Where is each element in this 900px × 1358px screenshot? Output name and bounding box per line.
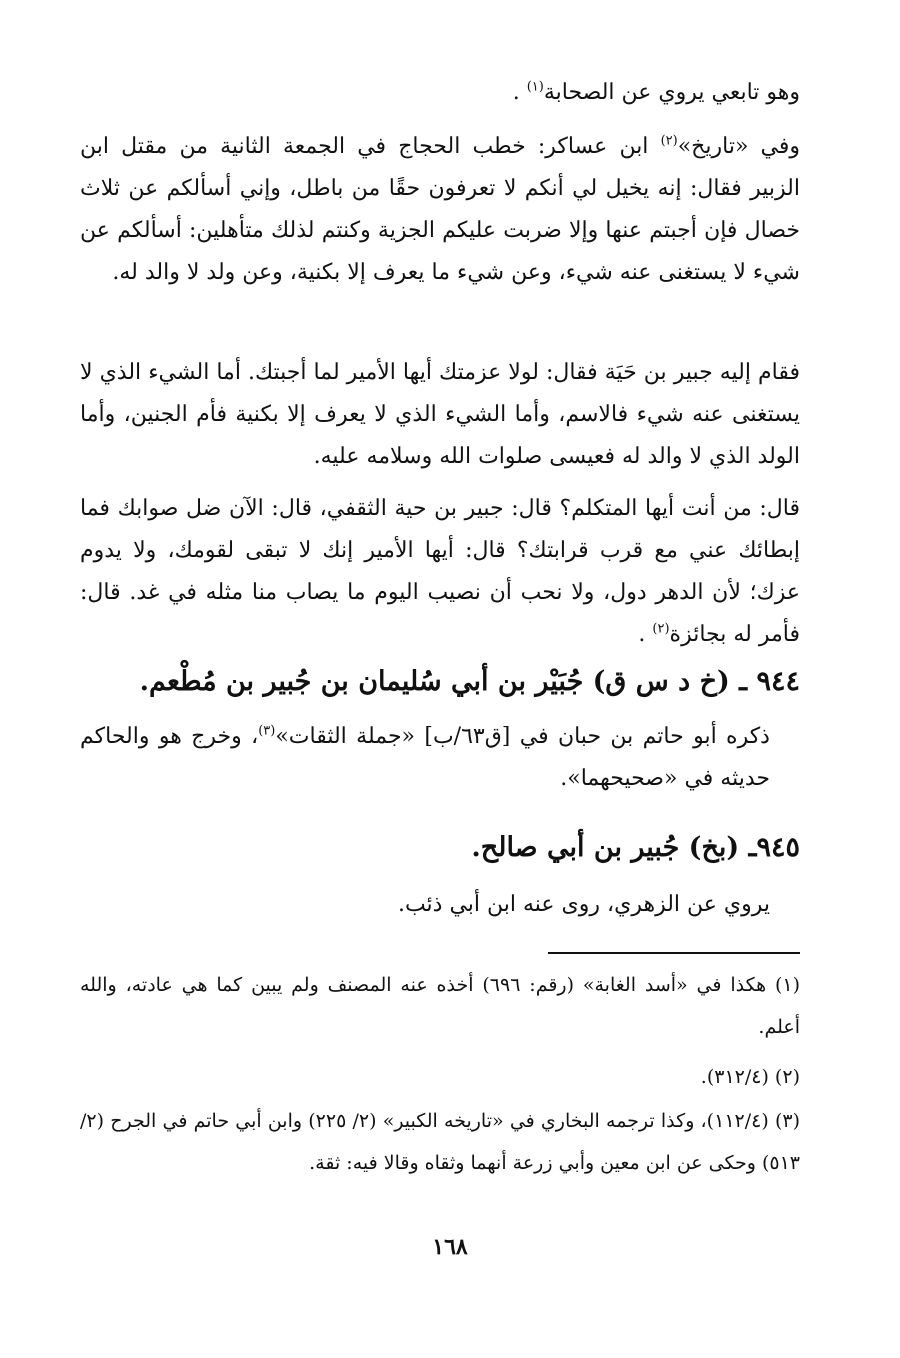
paragraph-2-text: ابن عساكر: خطب الحجاج في الجمعة الثانية من مقتل ابن الزبير فقال: إنه يخيل لي أنكم لا تعرفون حقًا من باطل، وإني أسألكم عن ثلاث خصال فإن أجبتم عنها وإلا ضربت عليكم الجزية وكنتم لذلك متأهلين: أسألكم عن شيء لا يستغنى عنه شيء، وعن شيء ما يعرف إلا بكنية، وعن ولد لا والد له. xyxy=(80,134,800,285)
paragraph-1 xyxy=(80,72,800,114)
entry-944-heading: ٩٤٤ ـ (خ د س ق) جُبَيْر بن أبي سُليمان بن جُبير بن مُطْعم. xyxy=(139,666,800,697)
footnote-2: (٢) (٣١٢/٤). xyxy=(700,1066,800,1088)
paragraph-4 xyxy=(80,488,800,656)
footnote-3: (٣) (١١٢/٤)، وكذا ترجمه البخاري في «تاريخه الكبير» (٢/ ٢٢٥) وابن أبي حاتم في الجرح (٢/ ٥١٣) وحكى عن ابن معين وأبي زرعة أنهما وثقاه وقالا فيه: ثقة. xyxy=(80,1110,800,1174)
entry-945-body: يروي عن الزهري، روى عنه ابن أبي ذئب. xyxy=(397,892,770,917)
page-number: ١٦٨ xyxy=(432,1234,468,1260)
footnote-ref-2b: (٢) xyxy=(652,621,670,637)
footnote-ref-2: (٢) xyxy=(660,133,678,149)
paragraph-3-text: فقام إليه جبير بن حَيَة فقال: لولا عزمتك أيها الأمير لما أجبتك. أما الشيء الذي لا يستغنى عنه شيء فالاسم، وأما الشيء الذي لا يعرف إلا بكنية فأم الجنين، وأما الولد الذي لا والد له فعيسى صلوات الله وسلامه عليه. xyxy=(80,360,800,469)
paragraph-2-start: وفي «تاريخ» xyxy=(677,134,801,159)
paragraph-4-end: . xyxy=(638,622,653,647)
footnote-ref-3: (٣) xyxy=(258,723,276,739)
footnote-1: (١) هكذا في «أسد الغابة» (رقم: ٦٩٦) أخذه عنه المصنف ولم يبين كما هي عادته، والله أعلم. xyxy=(80,974,801,1038)
paragraph-4-text: قال: من أنت أيها المتكلم؟ قال: جبير بن حية الثقفي، قال: الآن ضل صوابك فما إبطائك عني مع قرب قرابتك؟ قال: أيها الأمير إنك لا تبقى لقومك، ولا يدوم عزك؛ لأن الدهر دول، ولا نحب أن نصيب اليوم ما يصاب منا مثله في غد. قال: فأمر له بجائزة xyxy=(80,496,800,647)
entry-945-heading: ٩٤٥ـ (بخ) جُبير بن أبي صالح. xyxy=(471,832,800,863)
footnote-ref-1: (١) xyxy=(526,79,544,95)
entry-944-body xyxy=(80,716,770,800)
paragraph-1-end: . xyxy=(512,80,527,105)
paragraph-2 xyxy=(80,126,800,294)
entry-944-text: ذكره أبو حاتم بن حبان في [ق٦٣/ب] «جملة الثقات» xyxy=(275,724,770,749)
paragraph-1-text: وهو تابعي يروي عن الصحابة xyxy=(543,80,800,105)
entry-944-text-end: ، وخرج هو والحاكم حديثه في «صحيحهما». xyxy=(80,724,770,791)
paragraph-3 xyxy=(80,352,800,478)
footnote-separator xyxy=(548,952,800,954)
